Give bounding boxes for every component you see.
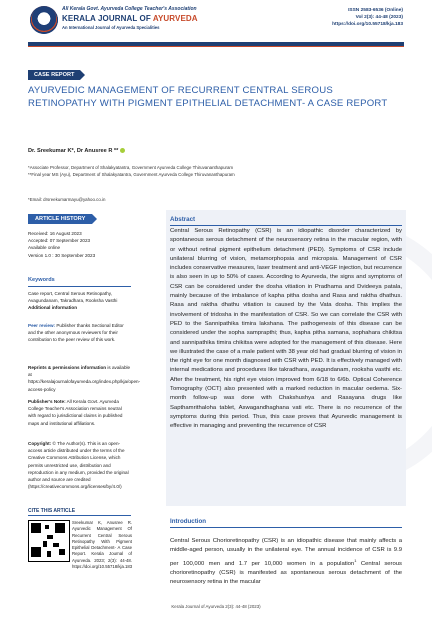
reprints-text[interactable]: is available at https://keralajournalofayurveda.org/index.php/kja/open-access-policy	[28, 365, 141, 392]
peer-review-text: Publisher thanks Sectional Editor and the other anonymous reviewers for their contribution to the peer review of this work.	[28, 323, 124, 343]
accepted-date: Accepted: 07 September 2023	[28, 238, 91, 244]
copyright-label: Copyright:	[28, 441, 52, 446]
page-footer: Kerala Journal of Ayurveda 2(3): 44-48 (2023)	[171, 604, 261, 609]
reprints-info	[28, 364, 141, 393]
issn-block	[332, 7, 403, 28]
copyright	[28, 440, 131, 490]
cite-heading: CITE THIS ARTICLE	[28, 508, 76, 514]
article-history-badge: ARTICLE HISTORY	[28, 214, 92, 224]
copyright-text: © The Author(s). This is an open-access article distributed under the terms of the Creative Commons Attribution License, which permits unrestricted use, distribution and reproduction in any medium, provided the original author and source are credited (https://creativecommons.org/licenses/by/4.0/)	[28, 441, 129, 490]
keywords-rule	[28, 286, 131, 287]
peer-review	[28, 322, 131, 344]
journal-header	[0, 0, 432, 66]
publisher-note	[28, 398, 131, 427]
affiliation-2: **Final year MS (Ayu), Department of Shalakyatantra, Government Ayurveda College Thiruvananthapuram	[28, 171, 235, 177]
affiliation-1: *Associate Professor, Department of Shalakyatantra, Government Ayurveda College Thiruvananthapuram	[28, 165, 234, 170]
abstract-rule	[170, 225, 402, 226]
additional-info-heading: Additional information	[28, 305, 77, 310]
reprints-label: Reprints & permissions information	[28, 365, 107, 370]
article-type-badge: CASE REPORT	[28, 70, 80, 80]
journal-tagline: An International Journal of Ayurveda Specialities	[62, 25, 160, 30]
keywords-heading: Keywords	[28, 277, 55, 283]
introduction-rule	[170, 527, 402, 528]
keywords-text: Case report, Central Serous Retinopathy, Avagundanam, Takradhara, Rooksha Vasthi	[28, 291, 118, 304]
publisher-note-text: All Kerala Govt. Ayurveda College Teacher's Association remains neutral with regard to jurisdictional claims in published maps and institutional affiliations.	[28, 399, 123, 426]
citation-ref[interactable]: 1	[354, 557, 357, 563]
qr-code-icon[interactable]	[28, 520, 70, 562]
cite-rule	[28, 515, 131, 516]
peer-review-label: Peer review:	[28, 323, 56, 328]
available-online: Available online	[28, 245, 61, 251]
journal-logo-icon	[30, 6, 58, 34]
abstract-text: Central Serous Retinopathy (CSR) is an idiopathic disorder characterized by spontaneous serous detachment of the neurosensory retina in the macular region, with or without retinal pigment epithelium detachment (PED). Symptoms of CSR include unilateral blurring of vision, metamorphopsia and micropsia. Management of CSR includes conservative measures, laser treatment and anti-VEGF injection, but recurrence is also seen in up to 50% of cases. According to Ayurveda, the signs and symptoms of CSR can be considered under the dosha vitiation in Pradhama and Dvideeya patala, mainly because of the imbalance of kapha pitha dosha and Rasa and raktha dhathus. Rasa and raktha dhathu vitiation is caused by the Vata dosha. This implies the involvement of tridosha in the manifestation of CSR. So we can correlate the CSR with PED to the Sannipathika timira lakshana. The pathogenesis of this disease can be considered under the sopha samprapthi; thus, kapha pitha samana, sophahara chikitsa and sannipathika timira chikitsa were adopted for the management of this disease. Here we illustrated the case of a male patient with 38 year old had gradual blurring of vision in the right eye for one month diagnosed with CSR with PED. It is effectively managed with internal medications and procedures like takradhara, avagundanam, rooksha vasthi etc. After the treatment, his right eye vision improved from 6/18 to 6/6b. Optical Coherence Tomography (OCT) also presented with a marked reduction in macular oedema. Six-month follow-up was done with Chakshushya and Rasayana drugs like Sapthamrithaloha tablet, Aswagandhaghana vati etc. There is no recurrence of the symptoms during this period. Thus, this case proves that Ayurvedic management is effective in managing and preventing the recurrence of CSR	[170, 228, 402, 430]
affiliations	[28, 165, 408, 178]
association-name: All Kerala Govt. Ayurveda College Teacher's Association	[62, 6, 197, 12]
introduction-text-a: Central Serous Chorioretinopathy (CSR) is an idiopathic disease that mainly affects a middle-aged person, usually in the unilateral eye. The annual incidence of CSR is 9.9 per 100,000 men and 1.7 per 10,000 women in a population	[170, 538, 402, 567]
author-names: Dr. Sreekumar K*, Dr Anusree R **	[28, 148, 119, 154]
article-title: AYURVEDIC MANAGEMENT OF RECURRENT CENTRAL SEROUS RETINOPATHY WITH PIGMENT EPITHELIAL DETACHMENT- A CASE REPORT	[28, 85, 388, 109]
journal-name	[62, 14, 198, 23]
publisher-note-label: Publisher's Note:	[28, 399, 66, 404]
introduction-heading: Introduction	[170, 518, 207, 525]
header-accent-rule	[28, 46, 404, 47]
cite-text: Sreekumar K, Anusree R. Ayurvedic Management Of Recurrent Central Serous Retinopathy With Pigment Epithelial Detachment- A Case Report. Kerala Journal of Ayurveda. 2023; 2(3): 44-48. https://doi.org/10.55718/kja.183	[72, 520, 133, 570]
orcid-icon[interactable]	[120, 148, 125, 153]
doi-link[interactable]: https://doi.org/10.55718/kja.183	[332, 22, 403, 27]
received-date: Received: 16 August 2023	[28, 231, 82, 236]
journal-name-accent: AYURVEDA	[152, 14, 198, 23]
abstract-heading: Abstract	[170, 216, 196, 223]
introduction-text-b: Central serous chorioretinopathy (CSR) is manifested as spontaneous serous detachment of the neurosensory retina in the macular	[170, 560, 402, 586]
volume: Vol 2(3): 44-48 (2023)	[355, 15, 403, 20]
issn: ISSN 2583-6536 (Online)	[348, 8, 403, 13]
corresponding-email[interactable]: *Email: drsreekumarmayu@yahoo.co.in	[28, 197, 106, 202]
authors	[28, 148, 125, 154]
article-history	[28, 230, 131, 259]
journal-name-part: KERALA JOURNAL OF	[62, 14, 153, 23]
version: Version 1.0 : 30 September 2023	[28, 252, 96, 258]
introduction-text	[170, 537, 402, 587]
